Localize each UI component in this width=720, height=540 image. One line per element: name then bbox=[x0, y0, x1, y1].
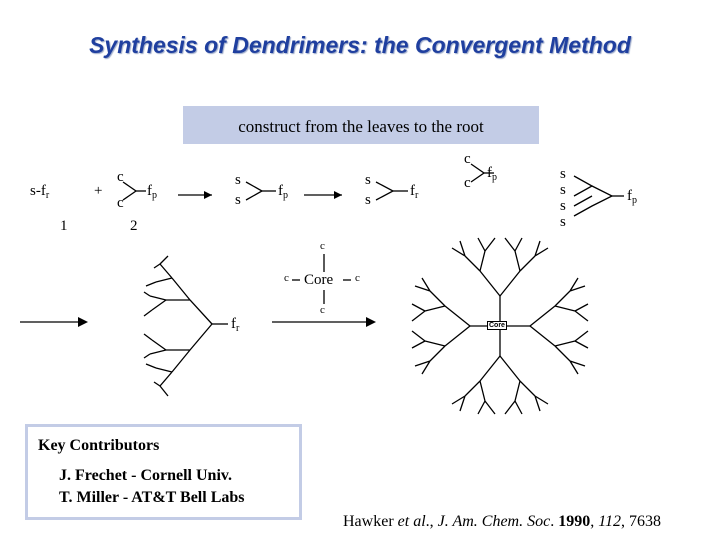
gen2b-fp-main: f bbox=[487, 165, 492, 181]
gen3-fp bbox=[627, 189, 637, 206]
citation-etal: et al bbox=[397, 513, 426, 530]
core-c-left: c bbox=[284, 272, 289, 284]
compound-number-1: 1 bbox=[60, 218, 68, 234]
arrow-left-head bbox=[78, 317, 88, 327]
gen1-fp bbox=[278, 184, 288, 201]
dendron-fr bbox=[231, 317, 239, 334]
dendron-fr-main: f bbox=[231, 316, 236, 332]
gen2-s-top: s bbox=[365, 172, 371, 188]
citation-sep-1: ., bbox=[425, 513, 438, 530]
ab2-c-bottom: c bbox=[117, 195, 124, 211]
citation-sep-3: , bbox=[590, 513, 599, 530]
gen3-fp-main: f bbox=[627, 188, 632, 204]
ab2-fp-main: f bbox=[147, 183, 152, 199]
compound-number-2: 2 bbox=[130, 218, 138, 234]
branch-gen1 bbox=[246, 182, 262, 200]
dendron-fr-sub: r bbox=[236, 323, 240, 334]
citation-journal: J. Am. Chem. Soc bbox=[437, 513, 551, 530]
citation-pages: , 7638 bbox=[621, 513, 662, 530]
branch-gen3-upper bbox=[574, 176, 592, 206]
gen3-fp-sub: p bbox=[632, 195, 637, 206]
citation-authors: Hawker bbox=[343, 513, 398, 530]
core-c-top: c bbox=[320, 240, 325, 252]
gen1-s-bottom: s bbox=[235, 192, 241, 208]
gen1-fp-main: f bbox=[278, 183, 283, 199]
gen2b-c-bottom: c bbox=[464, 175, 471, 191]
reagent-sfr-sub: r bbox=[45, 190, 50, 201]
reagent-sfr-main: s-f bbox=[30, 183, 46, 199]
gen3-s-3: s bbox=[560, 198, 566, 214]
slide-title: Synthesis of Dendrimers: the Convergent Method bbox=[89, 32, 631, 58]
gen3-s-1: s bbox=[560, 166, 566, 182]
gen1-fp-sub: p bbox=[283, 190, 288, 201]
gen2-fr-main: f bbox=[410, 183, 415, 199]
ab2-c-top: c bbox=[117, 169, 124, 185]
branch-gen2 bbox=[376, 182, 393, 200]
dendrimer-core-label: Core bbox=[489, 322, 505, 329]
arrow-1-head bbox=[204, 191, 212, 199]
gen2-fr-sub: r bbox=[415, 190, 419, 201]
citation-year: 1990 bbox=[558, 513, 591, 530]
dendron-twigs bbox=[144, 256, 168, 396]
key-title: Key Contributors bbox=[38, 437, 160, 454]
citation bbox=[343, 513, 661, 531]
ab2-fp bbox=[147, 184, 157, 201]
gen2-s-bottom: s bbox=[365, 192, 371, 208]
gen3-s-4: s bbox=[560, 214, 566, 230]
key-contributor-1: J. Frechet - Cornell Univ. bbox=[59, 467, 233, 484]
citation-sep-2: . bbox=[550, 513, 559, 530]
ab2-fp-sub: p bbox=[152, 190, 157, 201]
arrow-2-head bbox=[334, 191, 342, 199]
reagent-sfr bbox=[30, 184, 49, 201]
core-label: Core bbox=[304, 272, 334, 288]
core-c-bottom: c bbox=[320, 304, 325, 316]
gen2-fr bbox=[410, 184, 418, 201]
arrow-core-head bbox=[366, 317, 376, 327]
gen3-s-2: s bbox=[560, 182, 566, 198]
dendron-leaves bbox=[150, 264, 172, 386]
citation-volume: 112 bbox=[598, 513, 622, 530]
core-c-right: c bbox=[355, 272, 360, 284]
plus-sign: + bbox=[94, 183, 103, 199]
gen2b-fp-sub: p bbox=[492, 172, 497, 183]
gen1-s-top: s bbox=[235, 172, 241, 188]
gen2b-fp bbox=[487, 166, 497, 183]
construct-label: construct from the leaves to the root bbox=[238, 117, 484, 136]
gen2b-c-top: c bbox=[464, 151, 471, 167]
key-contributor-2: T. Miller - AT&T Bell Labs bbox=[59, 489, 245, 506]
key-contributors-box bbox=[25, 424, 302, 520]
branch-gen2b bbox=[471, 164, 484, 182]
branch-ab2 bbox=[123, 182, 136, 200]
branch-gen3-lower bbox=[574, 186, 612, 216]
dendron-branches bbox=[166, 278, 212, 372]
